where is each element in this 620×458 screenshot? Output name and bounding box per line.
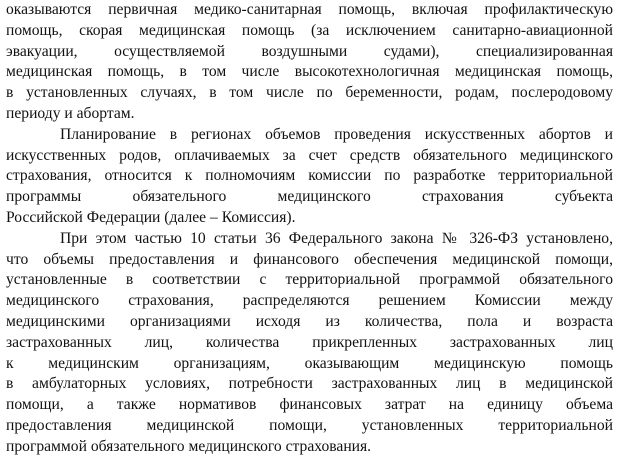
text-line: программой обязательного медицинского страхования. [6,437,372,455]
text-line: установленные в соответствии с территориальной программой обязательного [6,271,613,289]
text-line: периоду и абортам. [6,104,135,122]
text-line: помощь, скорая медицинская помощь (за исключением санитарно-авиационной [6,21,613,39]
text-line: медицинская помощь, в том числе высокотехнологичная медицинская помощь, [6,63,613,81]
text-line: застрахованных лиц, количества прикрепленных застрахованных лиц [6,333,613,351]
paragraph-3 [6,229,613,458]
text-line: что объемы предоставления и финансового обеспечения медицинской помощи, [6,250,613,268]
text-line: в установленных случаях, в том числе по беременности, родам, послеродовому [6,84,613,102]
text-line: к медицинским организациям, оказывающим медицинскую помощь [6,354,613,372]
document-page [6,0,613,458]
text-line: оказываются первичная медико-санитарная помощь, включая профилактическую [6,1,613,18]
text-line: Российской Федерации (далее – Комиссия). [6,208,296,226]
paragraph-1 [6,0,613,125]
text-line: При этом частью 10 статьи 36 Федерального закона № 326-ФЗ установлено, [60,229,613,247]
text-line: эвакуации, осуществляемой воздушными судами), специализированная [6,42,613,60]
text-line: страхования, относится к полномочиям комиссии по разработке территориальной [6,167,613,185]
text-line: Планирование в регионах объемов проведения искусственных абортов и [60,125,613,143]
text-line: программы обязательного медицинского страхования субъекта [6,188,613,206]
text-line: предоставления медицинской помощи, установленных территориальной [6,416,613,434]
text-line: в амбулаторных условиях, потребности застрахованных лиц в медицинской [6,375,613,393]
text-line: искусственных родов, оплачиваемых за счет средств обязательного медицинского [6,146,613,164]
text-line: помощи, а также нормативов финансовых затрат на единицу объема [6,396,613,414]
paragraph-2 [6,125,613,229]
text-line: медицинского страхования, распределяются решением Комиссии между [6,292,613,310]
text-line: медицинскими организациями исходя из количества, пола и возраста [6,312,613,330]
